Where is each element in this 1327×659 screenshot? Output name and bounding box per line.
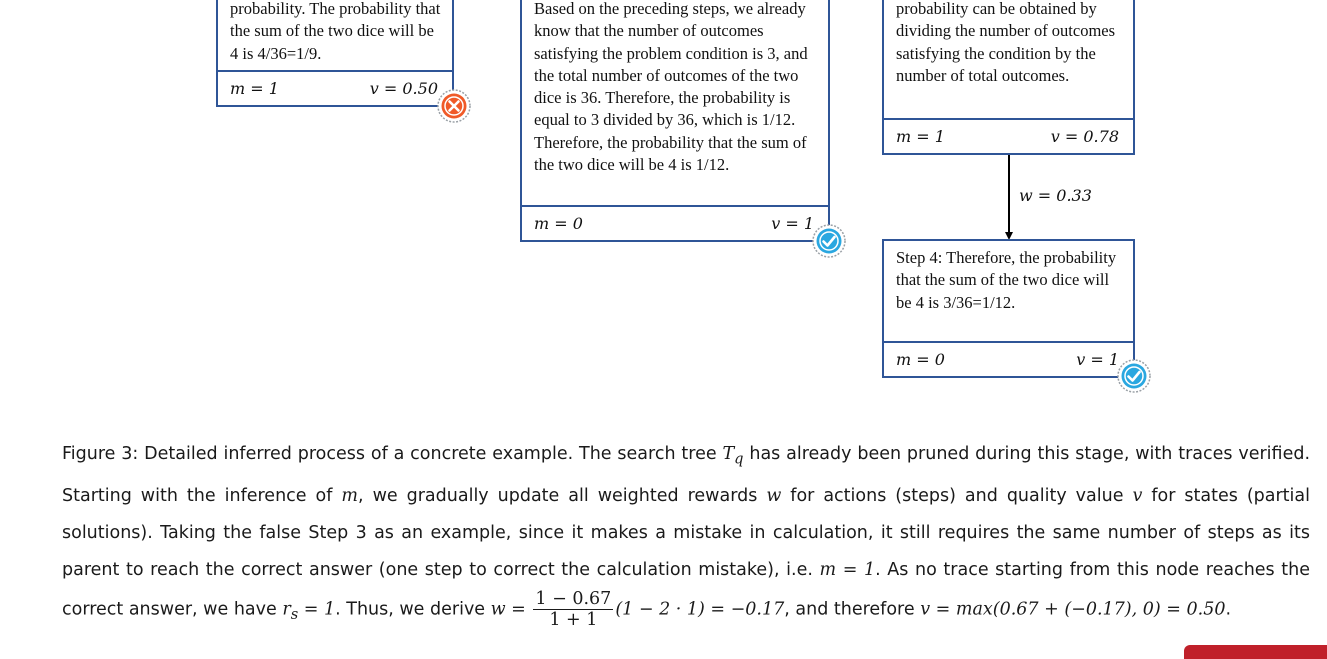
math-m-equals: m = 1 bbox=[819, 559, 876, 580]
math-T: T bbox=[722, 444, 735, 464]
m-value: m = 1 bbox=[230, 79, 279, 98]
edge-weight-label: w = 0.33 bbox=[1019, 186, 1092, 205]
fraction-denominator: 1 + 1 bbox=[549, 609, 598, 630]
caption-text: . bbox=[1225, 599, 1232, 619]
math-w-rest: (1 − 2 · 1) = −0.17 bbox=[615, 599, 785, 619]
math-w-equals: w = bbox=[490, 599, 532, 619]
math-subscript-s: s bbox=[290, 605, 299, 623]
edge-arrow bbox=[1003, 155, 1015, 241]
caption-text: , and therefore bbox=[784, 599, 921, 619]
caption-text: has already been pruned during this stage, with traces verified. Starting with the inference of bbox=[62, 444, 1311, 506]
figure-caption bbox=[62, 436, 1310, 633]
caption-text: . As no trace starting from this node reaches the correct answer, we have bbox=[62, 559, 1310, 619]
node-footer bbox=[522, 205, 828, 240]
math-w: w bbox=[766, 485, 782, 506]
v-value: v = 1 bbox=[1076, 350, 1119, 369]
correct-icon bbox=[811, 223, 847, 259]
math-r: r bbox=[282, 599, 291, 619]
v-value: v = 0.50 bbox=[369, 79, 438, 98]
node-text: probability. The probability that the sum of the two dice will be 4 is 4/36=1/9. bbox=[230, 0, 441, 63]
node-text: Based on the preceding steps, we already know that the number of outcomes satisfying the problem condition is 3, and the total number of outcomes of the two dice is 36. Therefore, the probability is equal to 3 divided by 36, which is 1/12. Therefore, the probability that the sum of the two dice will be 4 is 1/12. bbox=[534, 0, 808, 175]
node-text: Step 4: Therefore, the probability that the sum of the two dice will be 4 is 3/36=1/12. bbox=[896, 248, 1117, 312]
math-m: m bbox=[341, 485, 359, 506]
math-rs-equals: = 1 bbox=[298, 599, 336, 619]
caption-text: . Thus, we derive bbox=[335, 599, 491, 619]
node-step3-false bbox=[216, 0, 454, 107]
node-footer bbox=[884, 118, 1133, 153]
caption-text: Figure 3: Detailed inferred process of a concrete example. The search tree bbox=[62, 444, 723, 464]
corner-bar bbox=[1184, 645, 1327, 659]
caption-text: , we gradually update all weighted rewards bbox=[358, 485, 767, 506]
math-subscript-q: q bbox=[734, 450, 744, 468]
caption-text: for actions (steps) and quality value bbox=[781, 485, 1133, 506]
caption-text: for states (partial solutions). Taking the false Step 3 as an example, since it makes a mistake in calculation, it still requires the same number of steps as its parent to reach the correct answer (one step to correct the calculation mistake), i.e. bbox=[62, 485, 1310, 580]
v-value: v = 0.78 bbox=[1050, 127, 1119, 146]
node-footer bbox=[884, 341, 1133, 376]
node-step4 bbox=[882, 239, 1135, 378]
v-value: v = 1 bbox=[771, 214, 814, 233]
node-text: probability can be obtained by dividing the number of outcomes satisfying the condition by the number of total outcomes. bbox=[896, 0, 1116, 85]
node-step3-right bbox=[882, 0, 1135, 155]
node-footer bbox=[218, 70, 452, 105]
m-value: m = 0 bbox=[534, 214, 583, 233]
node-step3-correct bbox=[520, 0, 830, 242]
m-value: m = 1 bbox=[896, 127, 945, 146]
fraction-numerator: 1 − 0.67 bbox=[535, 588, 612, 609]
correct-icon bbox=[1116, 358, 1152, 394]
math-v-equals: v = max(0.67 + (−0.17), 0) = 0.50 bbox=[920, 599, 1226, 619]
m-value: m = 0 bbox=[896, 350, 945, 369]
math-v: v bbox=[1132, 485, 1143, 506]
math-fraction bbox=[533, 589, 613, 630]
incorrect-icon bbox=[436, 88, 472, 124]
